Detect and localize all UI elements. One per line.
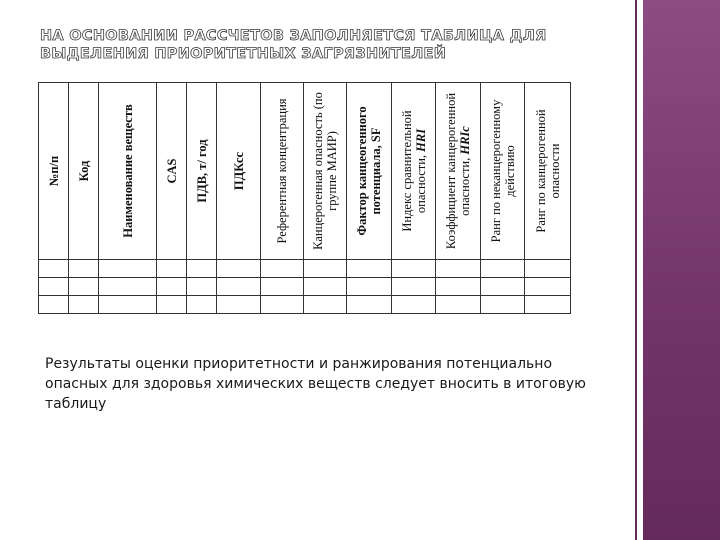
header-reference-concentration-label: Референтная концентрация [275,98,289,244]
header-cell-slope-factor [347,83,392,260]
header-cell-pdkss [217,83,261,260]
header-cell-code [69,83,99,260]
header-rank-noncarcinogenic-label: Ранг по неканцерогенному действию [488,99,517,243]
header-cell-rank-carcinogenic [525,83,571,260]
header-hric-text: Коэффициент канцерогенной опасности, [444,92,472,250]
header-hri-text: Индекс сравнительной опасности, [399,110,428,232]
table-row [39,296,571,314]
header-cell-hric [436,83,481,260]
header-number-label: №п/п [46,155,61,187]
results-description: Результаты оценки приоритетности и ранжирования потенциально опасных для здоровья химических веществ следует вносить в итоговую таблицу [45,356,586,412]
header-cell-substance-name [99,83,157,260]
header-rank-carcinogenic-label: Ранг по канцерогенной опасности [533,109,562,233]
header-carcinogenic-hazard-label: Канцерогенная опасность (по группе МАИР) [311,92,339,250]
header-slope-factor-label: Фактор канцеогенного потенциала, SF [355,106,383,236]
priority-pollutants-table [38,82,571,314]
header-cell-hri [392,83,436,260]
header-substance-name-label: Наименование веществ [120,104,135,238]
slide-title: НА ОСНОВАНИИ РАССЧЕТОВ ЗАПОЛНЯЕТСЯ ТАБЛИЦА ДЛЯ ВЫДЕЛЕНИЯ ПРИОРИТЕТНЫХ ЗАГРЯЗНИТЕЛЕЙ [40,28,547,62]
side-divider [635,0,637,540]
table-row [39,260,571,278]
header-hri-label [400,84,428,258]
header-pdkss-label: ПДКсс [231,151,246,191]
header-cell-cas [157,83,187,260]
header-hric-label [444,84,472,258]
header-cell-carcinogenic-hazard [304,83,347,260]
header-hric-symbol: HRIc [458,126,472,155]
header-cas-label: CAS [164,158,179,184]
header-cell-reference-concentration [261,83,304,260]
header-hri-symbol: HRI [413,128,428,152]
header-code-label: Код [76,160,91,182]
header-pdv-label: ПДВ, т/ год [194,139,209,203]
header-cell-pdv [187,83,217,260]
table-row [39,278,571,296]
side-decoration-band [643,0,720,540]
header-cell-number [39,83,69,260]
table-header-row [39,83,571,260]
header-cell-rank-noncarcinogenic [481,83,525,260]
